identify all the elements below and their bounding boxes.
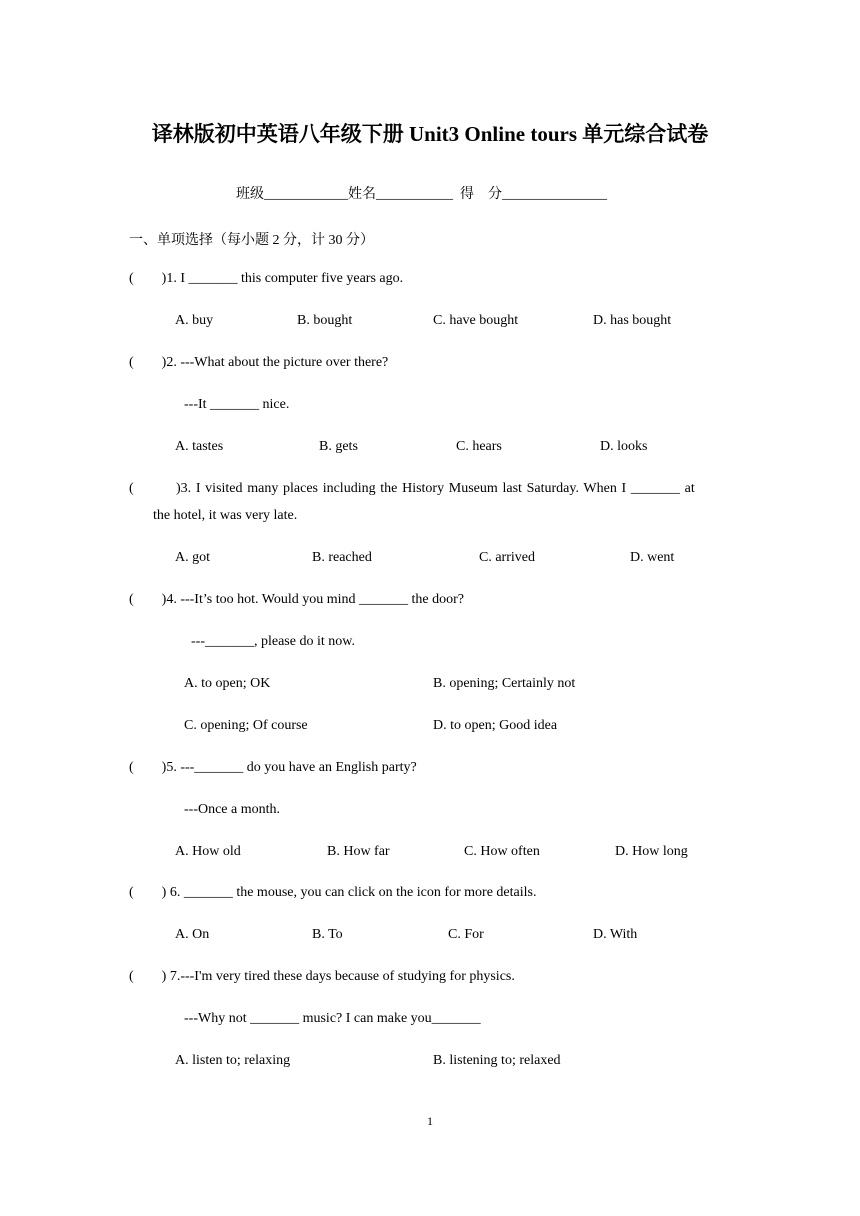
question-3-option-c: C. arrived <box>479 550 535 565</box>
question-3-stem-line2: the hotel, it was very late. <box>153 508 298 523</box>
question-4-option-d: D. to open; Good idea <box>433 718 558 733</box>
question-2-option-d: D. looks <box>600 439 648 454</box>
question-2-option-c: C. hears <box>456 439 502 454</box>
question-6-option-c: C. For <box>448 927 484 942</box>
question-6-option-b: B. To <box>312 927 343 942</box>
question-6-option-a: A. On <box>175 927 210 942</box>
question-5-option-a: A. How old <box>175 844 241 859</box>
question-3-option-b: B. reached <box>312 550 372 565</box>
page-number: 1 <box>427 1114 433 1128</box>
question-3-stem: ( )3. I visited many places including the History Museum last Saturday. When I _______ at <box>129 481 695 496</box>
question-6-stem: ( ) 6. _______ the mouse, you can click on the icon for more details. <box>129 885 537 900</box>
question-7-stem-line2: ---Why not _______ music? I can make you_______ <box>184 1011 481 1026</box>
question-4-option-a: A. to open; OK <box>184 676 271 691</box>
question-2-stem: ( )2. ---What about the picture over there? <box>129 355 389 370</box>
question-6-option-d: D. With <box>593 927 638 942</box>
question-5-option-c: C. How often <box>464 844 540 859</box>
question-3-option-d: D. went <box>630 550 675 565</box>
question-1-option-a: A. buy <box>175 313 214 328</box>
question-2-option-a: A. tastes <box>175 439 224 454</box>
question-1-stem: ( )1. I _______ this computer five years ago. <box>129 271 404 286</box>
question-4-stem-line2: ---_______, please do it now. <box>191 634 355 649</box>
question-1-option-d: D. has bought <box>593 313 672 328</box>
question-3-option-a: A. got <box>175 550 210 565</box>
question-4-option-c: C. opening; Of course <box>184 718 308 733</box>
question-4-stem: ( )4. ---It’s too hot. Would you mind _______ the door? <box>129 592 464 607</box>
question-1-option-c: C. have bought <box>433 313 519 328</box>
question-7-stem: ( ) 7.---I'm very tired these days because of studying for physics. <box>129 969 515 984</box>
student-info-line: 班级____________姓名___________ 得 分_______________ <box>236 187 607 202</box>
question-1-option-b: B. bought <box>297 313 353 328</box>
question-7-option-a: A. listen to; relaxing <box>175 1053 291 1068</box>
page-title: 译林版初中英语八年级下册 Unit3 Online tours 单元综合试卷 <box>151 122 709 146</box>
question-5-stem: ( )5. ---_______ do you have an English party? <box>129 760 417 775</box>
question-5-stem-line2: ---Once a month. <box>184 802 281 817</box>
question-2-stem-line2: ---It _______ nice. <box>184 397 290 412</box>
question-4-option-b: B. opening; Certainly not <box>433 676 576 691</box>
question-5-option-b: B. How far <box>327 844 390 859</box>
question-5-option-d: D. How long <box>615 844 688 859</box>
question-2-option-b: B. gets <box>319 439 358 454</box>
question-7-option-b: B. listening to; relaxed <box>433 1053 561 1068</box>
section-heading: 一、单项选择（每小题 2 分，计 30 分） <box>129 233 374 248</box>
